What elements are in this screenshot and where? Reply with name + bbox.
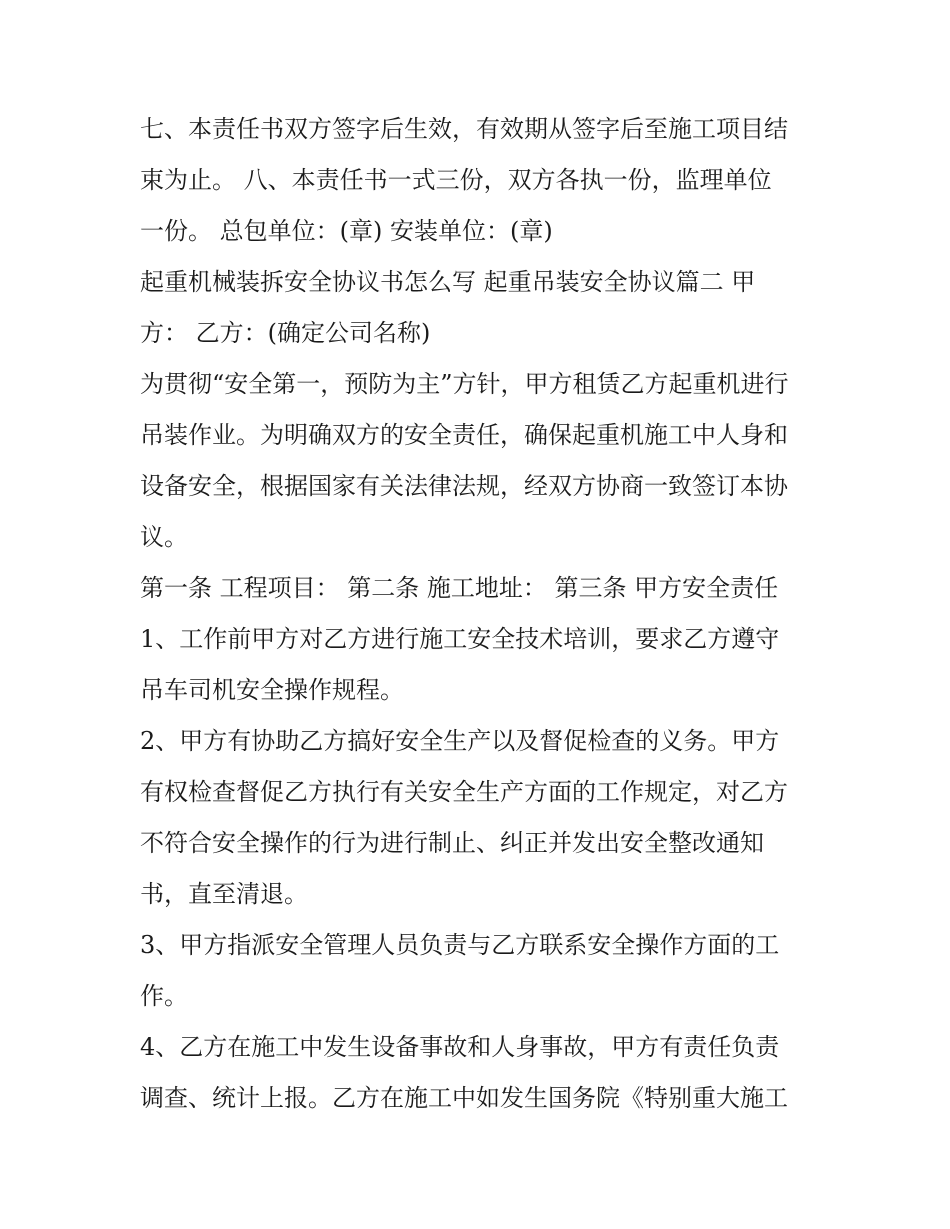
text-line: 书，直至清退。 (140, 880, 308, 908)
text-line: 议。 (140, 523, 188, 551)
text-line: 设备安全，根据国家有关法律法规，经双方协商一致签订本协 (140, 472, 788, 500)
text-line: 作。 (140, 982, 188, 1010)
text-line: 一份。 总包单位：(章) 安装单位：(章) (140, 217, 553, 245)
text-line: 有权检查督促乙方执行有关安全生产方面的工作规定，对乙方 (140, 778, 788, 806)
text-line: 为贯彻“安全第一，预防为主”方针，甲方租赁乙方起重机进行 (140, 370, 789, 398)
text-line: 束为止。 八、本责任书一式三份，双方各执一份，监理单位 (140, 166, 772, 194)
text-line: 吊装作业。为明确双方的安全责任，确保起重机施工中人身和 (140, 421, 788, 449)
text-line: 方： 乙方：(确定公司名称) (140, 319, 431, 347)
text-line: 4、乙方在施工中发生设备事故和人身事故，甲方有责任负责 (140, 1033, 780, 1061)
body-text (140, 104, 820, 1124)
text-line: 2、甲方有协助乙方搞好安全生产以及督促检查的义务。甲方 (140, 727, 780, 755)
text-line: 七、本责任书双方签字后生效，有效期从签字后至施工项目结 (140, 115, 788, 143)
text-line: 吊车司机安全操作规程。 (140, 676, 404, 704)
text-line: 3、甲方指派安全管理人员负责与乙方联系安全操作方面的工 (140, 931, 780, 959)
text-line: 起重机械装拆安全协议书怎么写 起重吊装安全协议篇二 甲 (140, 268, 756, 296)
text-line: 不符合安全操作的行为进行制止、纠正并发出安全整改通知 (140, 829, 764, 857)
text-line: 调查、统计上报。乙方在施工中如发生国务院《特别重大施工 (140, 1084, 788, 1112)
text-line: 1、工作前甲方对乙方进行施工安全技术培训，要求乙方遵守 (140, 625, 780, 653)
text-line: 第一条 工程项目： 第二条 施工地址： 第三条 甲方安全责任 (140, 574, 779, 602)
